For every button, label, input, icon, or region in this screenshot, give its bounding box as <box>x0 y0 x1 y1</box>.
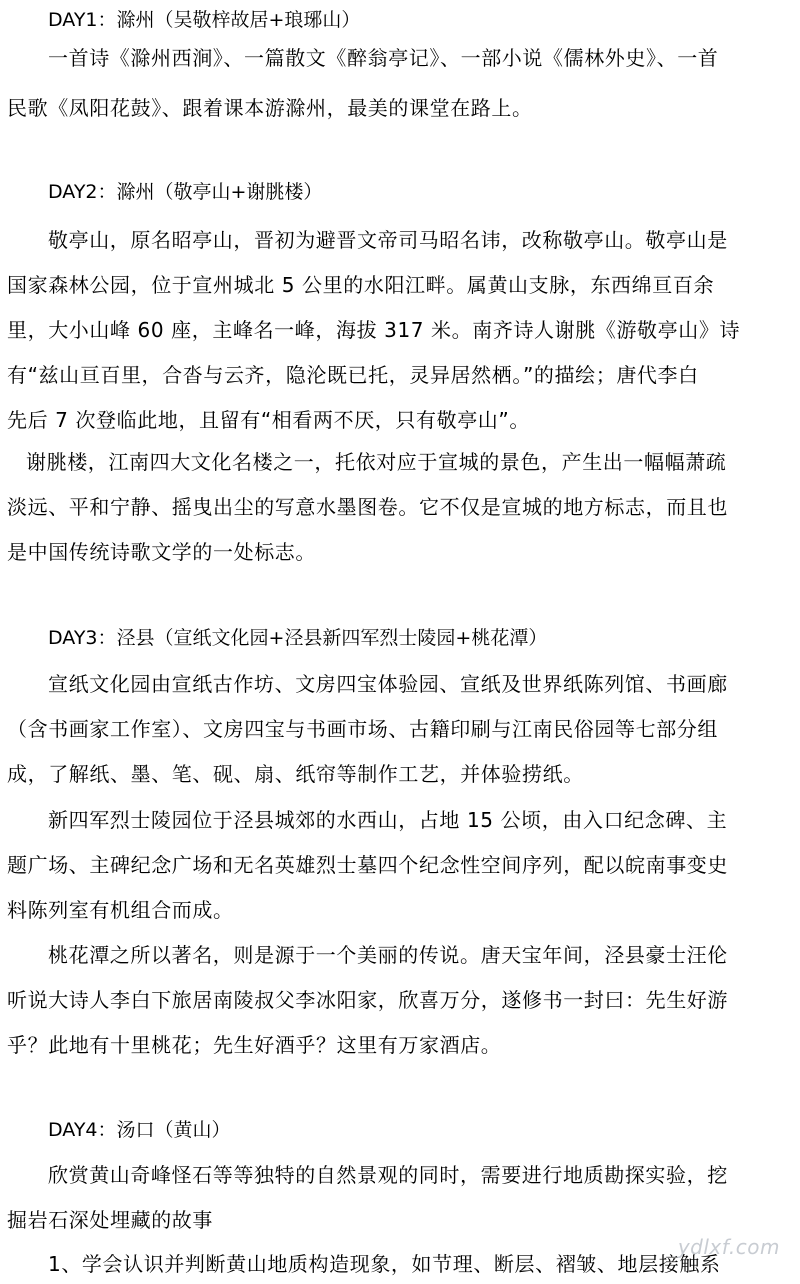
day1-heading: DAY1：滁州（吴敬梓故居+琅琊山） <box>48 9 361 31</box>
day3-paragraph-line: 料陈列室有机组合而成。 <box>7 898 234 922</box>
day4-heading: DAY4：汤口（黄山） <box>48 1119 231 1141</box>
day3-paragraph-line: 听说大诗人李白下旅居南陵叔父李冰阳家，欣喜万分，遂修书一封曰：先生好游 <box>7 988 728 1012</box>
day4-paragraph-line: 欣赏黄山奇峰怪石等等独特的自然景观的同时，需要进行地质勘探实验，挖 <box>48 1163 728 1187</box>
day4-list-item: 1、学会认识并判断黄山地质构造现象，如节理、断层、褶皱、地层接触系 <box>48 1252 721 1276</box>
day1-paragraph-line: 民歌《凤阳花鼓》、跟着课本游滁州，最美的课堂在路上。 <box>7 96 533 120</box>
day2-paragraph-line: 淡远、平和宁静、摇曳出尘的写意水墨图卷。它不仅是宣城的地方标志，而且也 <box>7 495 728 519</box>
day3-heading: DAY3：泾县（宣纸文化园+泾县新四军烈士陵园+桃花潭） <box>48 627 548 649</box>
day3-paragraph-line: 成，了解纸、墨、笔、砚、扇、纸帘等制作工艺，并体验捞纸。 <box>7 762 584 786</box>
day2-paragraph-line: 有“兹山亘百里，合沓与云齐，隐沦既已托，灵异居然栖。”的描绘；唐代李白 <box>7 363 699 387</box>
day3-paragraph-line: 新四军烈士陵园位于泾县城郊的水西山，占地 15 公顷，由入口纪念碑、主 <box>48 808 728 832</box>
day2-paragraph-line: 谢朓楼，江南四大文化名楼之一，托依对应于宣城的景色，产生出一幅幅萧疏 <box>26 450 727 474</box>
day2-paragraph-line: 是中国传统诗歌文学的一处标志。 <box>7 540 316 564</box>
day4-paragraph-line: 掘岩石深处埋藏的故事 <box>7 1208 213 1232</box>
day2-heading: DAY2：滁州（敬亭山+谢朓楼） <box>48 181 323 203</box>
day2-paragraph-line: 先后 7 次登临此地，且留有“相看两不厌，只有敬亭山”。 <box>7 408 530 432</box>
day3-paragraph-line: 乎？此地有十里桃花；先生好酒乎？这里有万家酒店。 <box>7 1033 502 1057</box>
day3-paragraph-line: 宣纸文化园由宣纸古作坊、文房四宝体验园、宣纸及世界纸陈列馆、书画廊 <box>48 672 728 696</box>
day2-paragraph-line: 里，大小山峰 60 座，主峰名一峰，海拔 317 米。南齐诗人谢朓《游敬亭山》诗 <box>7 318 741 342</box>
watermark: ydlxf.com <box>677 1235 780 1259</box>
day3-paragraph-line: （含书画家工作室）、文房四宝与书画市场、古籍印刷与江南民俗园等七部分组 <box>7 717 718 741</box>
day1-paragraph-line: 一首诗《滁州西涧》、一篇散文《醉翁亭记》、一部小说《儒林外史》、一首 <box>48 46 719 70</box>
day2-paragraph-line: 敬亭山，原名昭亭山，晋初为避晋文帝司马昭名讳，改称敬亭山。敬亭山是 <box>48 228 728 252</box>
day3-paragraph-line: 题广场、主碑纪念广场和无名英雄烈士墓四个纪念性空间序列，配以皖南事变史 <box>7 853 728 877</box>
day3-paragraph-line: 桃花潭之所以著名，则是源于一个美丽的传说。唐天宝年间，泾县豪士汪伦 <box>48 943 728 967</box>
day2-paragraph-line: 国家森林公园，位于宣州城北 5 公里的水阳江畔。属黄山支脉，东西绵亘百余 <box>7 273 715 297</box>
